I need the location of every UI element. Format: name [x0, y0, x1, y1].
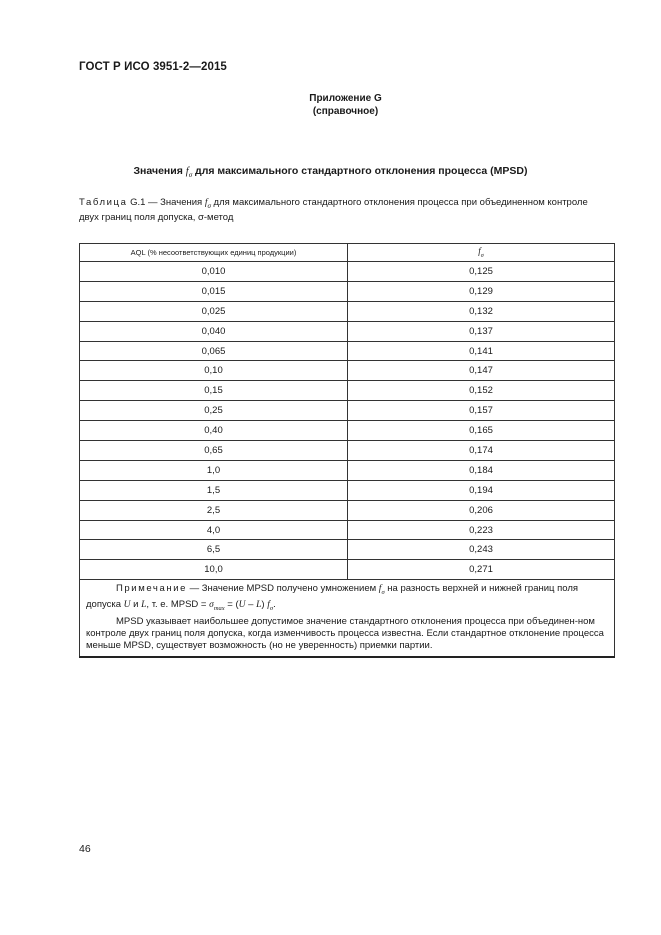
page-number: 46: [79, 843, 91, 855]
annex-title: Приложение G: [309, 93, 382, 104]
cell-aql: 2,5: [80, 500, 348, 520]
table-row: [80, 321, 615, 341]
cell-f-sigma: 0,141: [348, 341, 615, 361]
cell-aql: 0,25: [80, 401, 348, 421]
note-paragraph-1: Примечание — Значение MPSD получено умножением $f_\sigma$ на разность верхней и нижней границ поля: [116, 583, 579, 597]
column-header-aql: AQL (% несоответствующих единиц продукции): [80, 244, 348, 262]
annex-heading: [0, 92, 661, 118]
mpsd-table: [79, 243, 615, 658]
table-row: [80, 381, 615, 401]
document-id-header: ГОСТ Р ИСО 3951-2—2015: [79, 61, 227, 73]
table-row: [80, 500, 615, 520]
cell-f-sigma: 0,125: [348, 262, 615, 282]
table-row: [80, 281, 615, 301]
cell-aql: 1,0: [80, 460, 348, 480]
table-row: [80, 361, 615, 381]
cell-f-sigma: 0,271: [348, 560, 615, 580]
note-paragraph-1-line-2: допуска U и L, т. е. MPSD = $\sigma_{max} = (U - L)$ $f_\sigma$.: [86, 599, 276, 613]
section-title-text-before: Значения: [133, 165, 186, 177]
cell-aql: 0,10: [80, 361, 348, 381]
cell-aql: 0,010: [80, 262, 348, 282]
cell-aql: 0,65: [80, 441, 348, 461]
table-note: [80, 580, 615, 657]
note-label: Примечание: [116, 583, 187, 595]
table-row: [80, 301, 615, 321]
cell-f-sigma: 0,206: [348, 500, 615, 520]
cell-f-sigma: 0,137: [348, 321, 615, 341]
table-caption-symbol: $f_\sigma$: [204, 198, 211, 210]
table-row: [80, 520, 615, 540]
cell-f-sigma: 0,165: [348, 421, 615, 441]
section-title: [0, 165, 661, 179]
cell-aql: 0,025: [80, 301, 348, 321]
cell-aql: 0,040: [80, 321, 348, 341]
cell-f-sigma: 0,129: [348, 281, 615, 301]
cell-aql: 10,0: [80, 560, 348, 580]
table-row: [80, 540, 615, 560]
note-paragraph-2: MPSD указывает наибольшее допустимое значение стандартного отклонения процесса при объединен-ном контроле двух границ поля допуска, когда изменчивость процесса известна. Если стандартное отклонение процесса меньше MPSD, существует возможность (но не уверенность) приемки партии.: [86, 615, 604, 652]
table-caption: Таблица G.1 — Значения $f_\sigma$ для максимального стандартного отклонения процесса при объединенном контроле двух границ поля допуска, σ-метод: [79, 197, 588, 223]
cell-aql: 1,5: [80, 480, 348, 500]
cell-aql: 4,0: [80, 520, 348, 540]
table-row: [80, 441, 615, 461]
cell-f-sigma: 0,152: [348, 381, 615, 401]
cell-aql: 0,40: [80, 421, 348, 441]
table-row: [80, 421, 615, 441]
table-row: [80, 341, 615, 361]
cell-f-sigma: 0,147: [348, 361, 615, 381]
column-header-f-sigma: $f_\sigma$: [348, 244, 615, 262]
cell-f-sigma: 0,194: [348, 480, 615, 500]
cell-f-sigma: 0,223: [348, 520, 615, 540]
table-row: [80, 401, 615, 421]
section-title-symbol: $f_\sigma$: [185, 166, 193, 180]
section-title-text-after: для максимального стандартного отклонения процесса (MPSD): [192, 165, 528, 177]
cell-f-sigma: 0,132: [348, 301, 615, 321]
table-row: [80, 262, 615, 282]
cell-aql: 6,5: [80, 540, 348, 560]
cell-aql: 0,065: [80, 341, 348, 361]
table-row: [80, 480, 615, 500]
table-caption-label: Таблица: [79, 197, 128, 208]
table-row: [80, 460, 615, 480]
cell-aql: 0,015: [80, 281, 348, 301]
cell-f-sigma: 0,174: [348, 441, 615, 461]
cell-f-sigma: 0,184: [348, 460, 615, 480]
table-row: [80, 560, 615, 580]
cell-f-sigma: 0,157: [348, 401, 615, 421]
annex-subtitle: (справочное): [312, 106, 379, 117]
cell-f-sigma: 0,243: [348, 540, 615, 560]
cell-aql: 0,15: [80, 381, 348, 401]
